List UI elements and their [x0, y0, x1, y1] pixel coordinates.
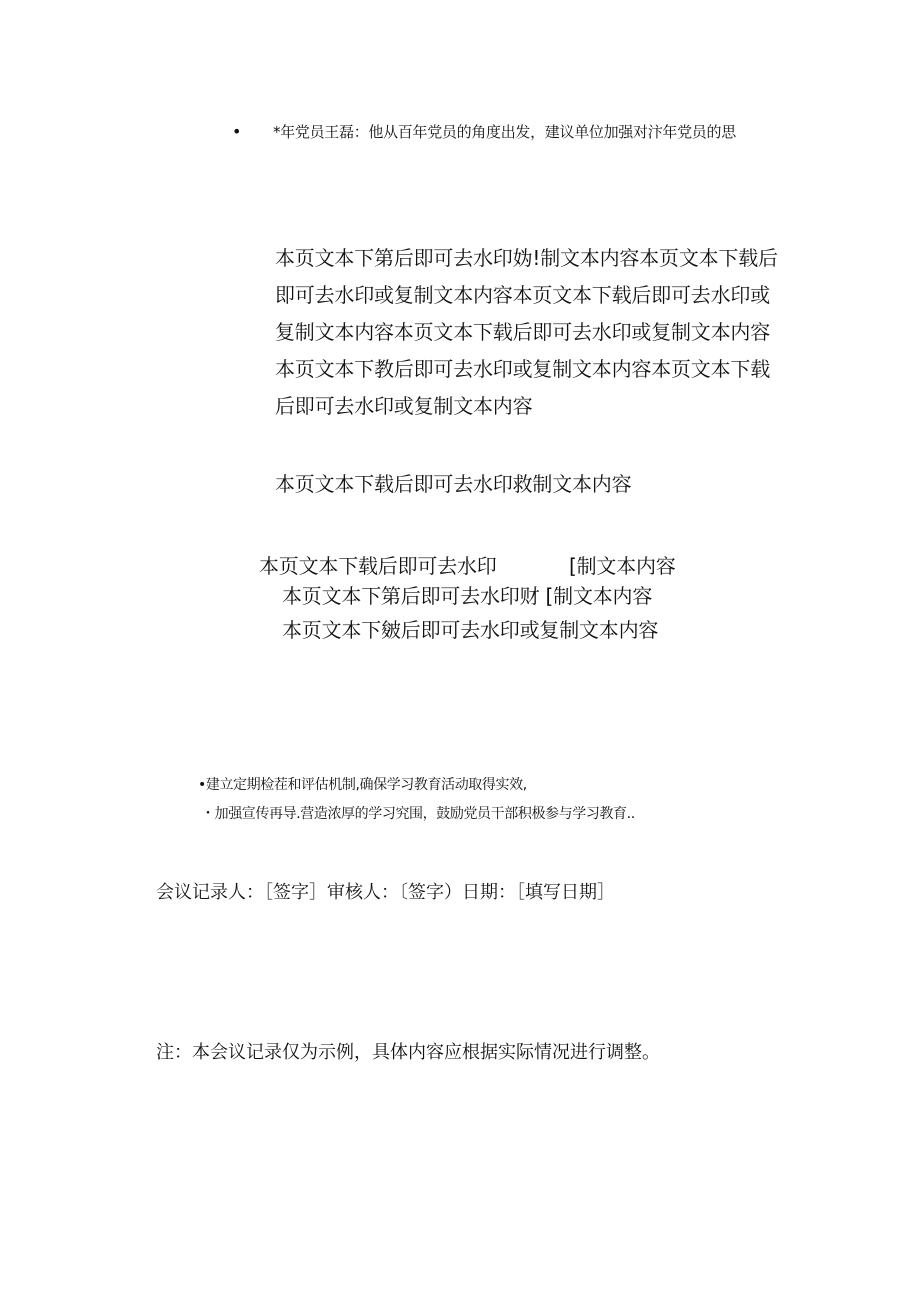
watermark-line: 复制文本内容本页文本下载后即可去水印或复制文本内容: [275, 320, 770, 344]
watermark-line: 本页文本下教后即可去水印或复制文本内容本页文本下载: [275, 357, 770, 381]
footnote: 注：本会议记录仅为示例，具体内容应根据实际情况进行调整。: [156, 1042, 660, 1063]
watermark-single-line: 本页文本下载后即可去水印救制文本内容: [275, 472, 632, 496]
bullet-marker: •: [232, 122, 242, 141]
watermark-line: 即可去水印或复制文本内容本页文本下载后即可去水印或: [275, 283, 770, 307]
watermark-group-line1-right: [制文本内容: [569, 554, 676, 578]
watermark-group-line2: 本页文本下第后即可去水印财 [制文本内容: [282, 584, 653, 608]
bullet-text: *年党员王磊：他从百年党员的角度出发，建议单位加强对汴年党员的思: [273, 123, 736, 141]
list-item: ・加强宣传再导.营造浓厚的学习究围，鼓励党员干部积极参与学习教育..: [201, 806, 635, 822]
watermark-group-line3: 本页文本下皴后即可去水印或复制文本内容: [282, 618, 659, 642]
watermark-line: 本页文本下第后即可去水印妫!制文本内容本页文本下载后: [275, 246, 778, 270]
watermark-paragraph: [275, 240, 795, 425]
watermark-group-line1-left: 本页文本下载后即可去水印: [259, 554, 497, 578]
list-item: •建立定期检茬和评估机制,确保学习教育活动取得实效,: [198, 777, 527, 793]
signature-line: 会议记录人：［签字］审核人：〔签字）日期：［填写日期］: [156, 882, 615, 903]
watermark-line: 后即可去水印或复制文本内容: [275, 394, 533, 418]
